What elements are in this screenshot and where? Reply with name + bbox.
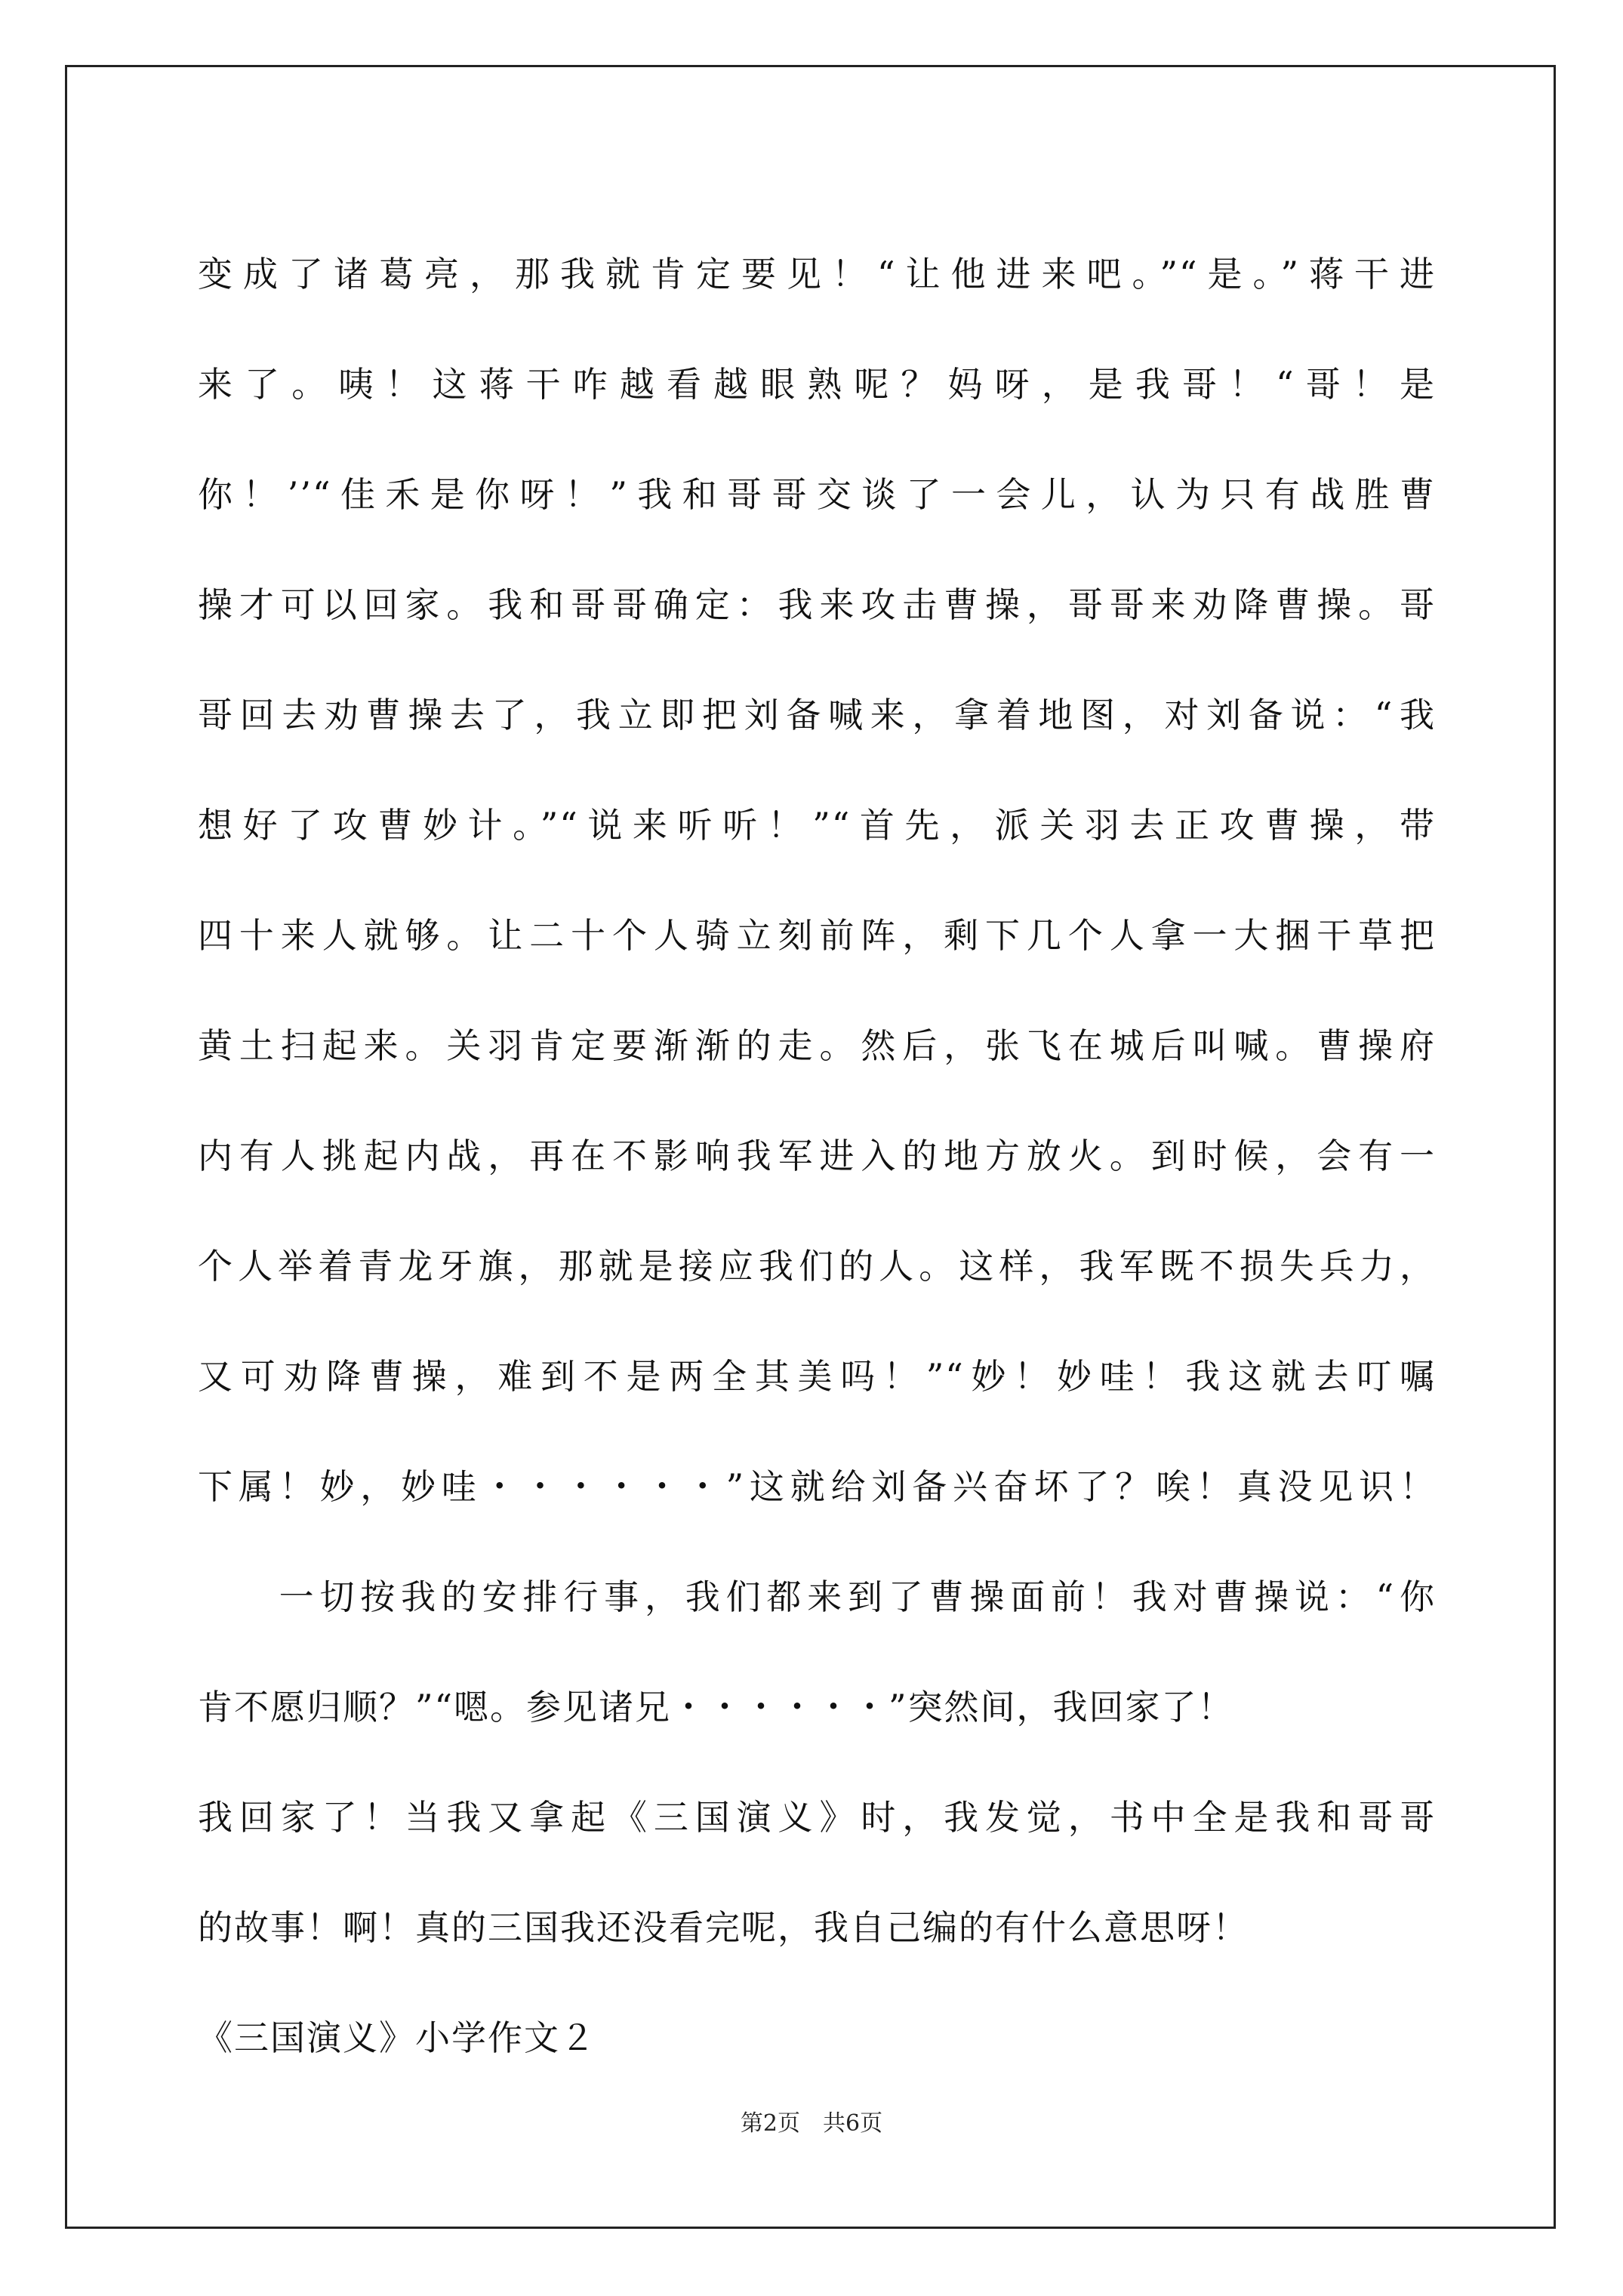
text-line: 变成了诸葛亮，那我就肯定要见！“让他进来吧。”“是。”蒋干进 [198, 254, 1436, 294]
text-line: 想好了攻曹妙计。”“说来听听！”“首先，派关羽去正攻曹操，带 [198, 805, 1436, 846]
text-line: 来了。咦！这蒋干咋越看越眼熟呢？妈呀，是我哥！“哥！是 [198, 364, 1436, 405]
text-line: 黄土扫起来。关羽肯定要渐渐的走。然后，张飞在城后叫喊。曹操府 [198, 1025, 1436, 1066]
text-line: 操才可以回家。我和哥哥确定：我来攻击曹操，哥哥来劝降曹操。哥 [198, 584, 1436, 625]
text-line: 我回家了！当我又拿起《三国演义》时，我发觉，书中全是我和哥哥 [198, 1797, 1436, 1838]
text-line: 四十来人就够。让二十个人骑立刻前阵，剩下几个人拿一大捆干草把 [198, 915, 1436, 956]
text-line: 个人举着青龙牙旗，那就是接应我们的人。这样，我军既不损失兵力， [198, 1246, 1436, 1287]
page-number-footer: 第2页 共6页 [740, 2110, 883, 2137]
paragraph-start-line: 一切按我的安排行事，我们都来到了曹操面前！我对曹操说：“你 [198, 1576, 1436, 1617]
text-line: 哥回去劝曹操去了，我立即把刘备喊来，拿着地图，对刘备说：“我 [198, 695, 1436, 735]
text-line: 肯不愿归顺？”“嗯。参见诸兄・・・・・・”突然间，我回家了！ [198, 1687, 1234, 1727]
section-heading: 《三国演义》小学作文２ [198, 2017, 596, 2058]
text-line: 下属！妙，妙哇・・・・・・”这就给刘备兴奋坏了？唉！真没见识！ [198, 1466, 1436, 1507]
text-line: 内有人挑起内战，再在不影响我军进入的地方放火。到时候，会有一 [198, 1136, 1436, 1176]
text-line: 的故事！啊！真的三国我还没看完呢，我自己编的有什么意思呀！ [198, 1907, 1249, 1948]
document-body [198, 219, 1436, 2093]
text-line: 你！’’“佳禾是你呀！”我和哥哥交谈了一会儿，认为只有战胜曹 [198, 474, 1436, 515]
text-line: 又可劝降曹操，难到不是两全其美吗！”“妙！妙哇！我这就去叮嘱 [198, 1356, 1436, 1397]
